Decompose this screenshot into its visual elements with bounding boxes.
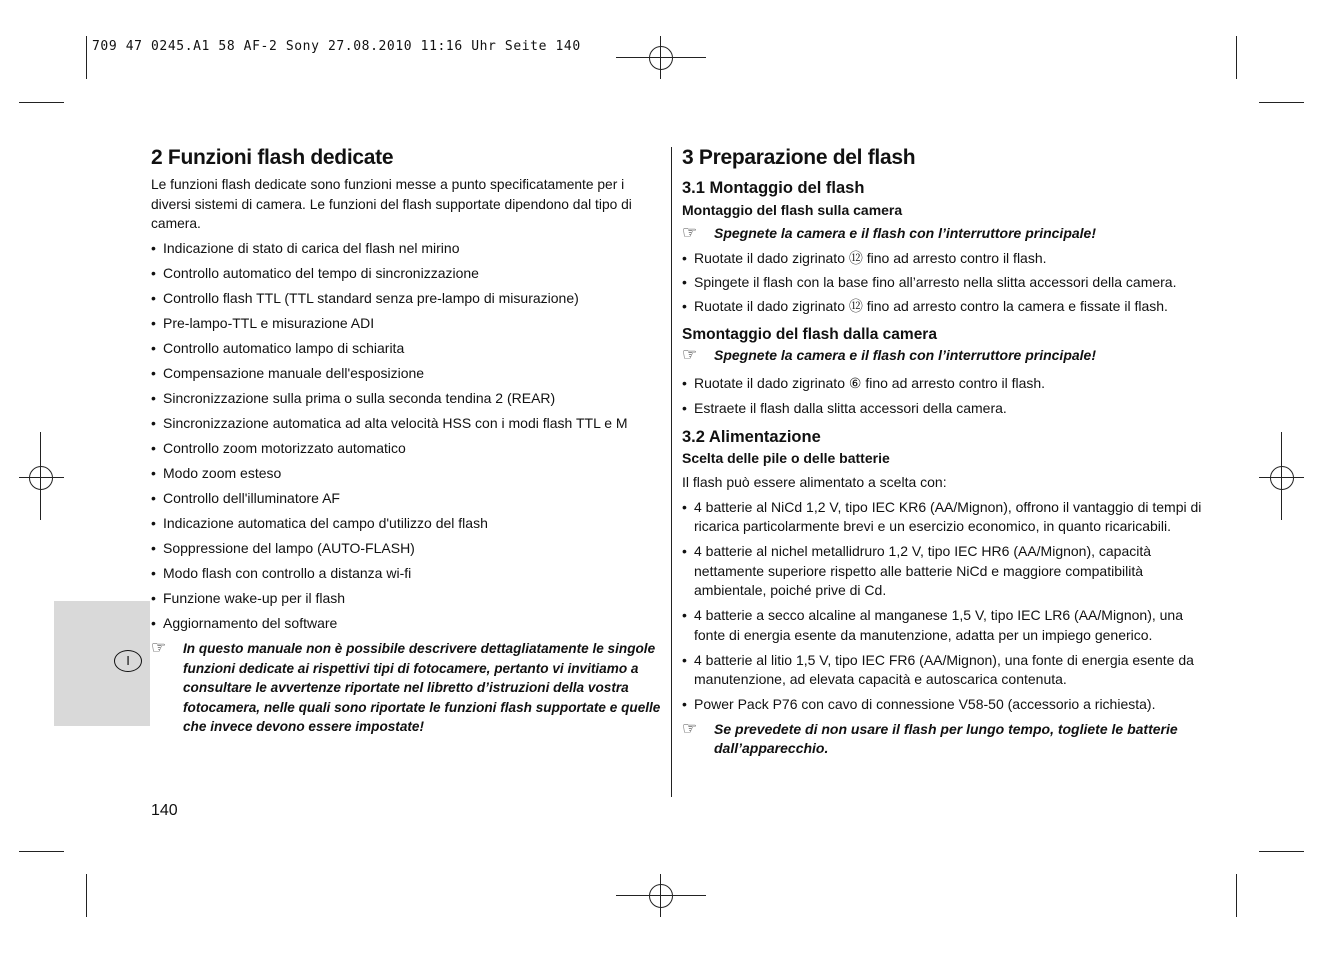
language-badge: I <box>114 650 142 672</box>
list-item: • Pre-lampo-TTL e misurazione ADI <box>151 314 661 334</box>
list-item: • 4 batterie al litio 1,5 V, tipo IEC FR6 (AA/Mignon), una fonte di energia esente da manutenzione, ad elevata capacità e autoscarica contenuta. <box>682 651 1202 690</box>
note-text: In questo manuale non è possibile descrivere dettagliatamente le singole funzioni dedicate ai rispettivi tipi di fotocamere, pertanto vi invitiamo a consultare le avvertenze riportate nel libretto d’istruzioni della vostra fotocamera, nelle quali sono riportate le funzioni flash supportate e quelle che invece devono essere impostate! <box>183 641 661 734</box>
list-item: • Indicazione di stato di carica del flash nel mirino <box>151 239 661 259</box>
column-divider <box>671 147 672 797</box>
list-item: • Ruotate il dado zigrinato ⑥ fino ad arresto contro il flash. <box>682 374 1202 394</box>
subsection-title: 3.2 Alimentazione <box>682 428 821 446</box>
subheading: Montaggio del flash sulla camera <box>682 202 903 218</box>
mount-steps-list <box>682 249 1202 317</box>
note-text: Spegnete la camera e il flash con l’interruttore principale! <box>714 225 1096 241</box>
crop-mark <box>1236 874 1237 917</box>
intro-paragraph: Le funzioni flash dedicate sono funzioni messe a punto specificatamente per i diversi sistemi di camera. Le funzioni del flash supportate dipendono dal tipo di camera. <box>151 177 632 231</box>
right-column <box>682 145 1202 759</box>
pointing-hand-icon: ☞ <box>151 638 167 657</box>
dismount-steps-list <box>682 374 1202 419</box>
list-item: • Sincronizzazione sulla prima o sulla seconda tendina 2 (REAR) <box>151 389 661 409</box>
note-text: Se prevedete di non usare il flash per lungo tempo, togliete le batterie dall’apparecchio. <box>714 720 1178 756</box>
list-item: • Sincronizzazione automatica ad alta velocità HSS con i modi flash TTL e M <box>151 414 661 434</box>
section-title: 2 Funzioni flash dedicate <box>151 146 394 169</box>
crop-mark <box>86 36 87 79</box>
section-title: 3 Preparazione del flash <box>682 146 916 169</box>
left-column <box>151 145 661 737</box>
list-item: • 4 batterie al nichel metallidruro 1,2 V, tipo IEC HR6 (AA/Mignon), capacità nettamente superiore rispetto alle batterie NiCd e maggiore compatibilità ambientale, poiché prive di Cd. <box>682 542 1202 601</box>
note <box>682 346 1202 366</box>
note <box>151 639 661 737</box>
subsection-title: 3.1 Montaggio del flash <box>682 179 865 197</box>
list-item: • Modo flash con controllo a distanza wi-fi <box>151 564 661 584</box>
list-item: • Modo zoom esteso <box>151 464 661 484</box>
list-item: • Aggiornamento del software <box>151 614 661 634</box>
subheading: Smontaggio del flash dalla camera <box>682 326 937 343</box>
power-options-list <box>682 498 1202 715</box>
list-item: • Controllo automatico del tempo di sincronizzazione <box>151 264 661 284</box>
note <box>682 224 1202 244</box>
power-intro: Il flash può essere alimentato a scelta con: <box>682 474 947 490</box>
crop-mark <box>1259 851 1304 852</box>
list-item: • Power Pack P76 con cavo di connessione V58-50 (accessorio a richiesta). <box>682 695 1202 715</box>
pointing-hand-icon: ☞ <box>682 345 698 364</box>
page-number: 140 <box>151 802 178 819</box>
list-item: • Indicazione automatica del campo d'utilizzo del flash <box>151 514 661 534</box>
note-text: Spegnete la camera e il flash con l’interruttore principale! <box>714 347 1096 363</box>
list-item: • Spingete il flash con la base fino all’arresto nella slitta accessori della camera. <box>682 273 1202 293</box>
list-item: • 4 batterie a secco alcaline al manganese 1,5 V, tipo IEC LR6 (AA/Mignon), una fonte di energia esente da manutenzione, adatta per un impiego generico. <box>682 606 1202 645</box>
list-item: • Soppressione del lampo (AUTO-FLASH) <box>151 539 661 559</box>
list-item: • Controllo zoom motorizzato automatico <box>151 439 661 459</box>
pointing-hand-icon: ☞ <box>682 223 698 242</box>
crop-mark <box>19 851 64 852</box>
list-item: • Estraete il flash dalla slitta accessori della camera. <box>682 399 1202 419</box>
subheading: Scelta delle pile o delle batterie <box>682 450 890 466</box>
list-item: • Controllo automatico lampo di schiarita <box>151 339 661 359</box>
list-item: • Compensazione manuale dell'esposizione <box>151 364 661 384</box>
crop-mark <box>86 874 87 917</box>
print-slug: 709 47 0245.A1 58 AF-2 Sony 27.08.2010 11:16 Uhr Seite 140 <box>92 39 581 54</box>
list-item: • Controllo dell'illuminatore AF <box>151 489 661 509</box>
list-item: • Ruotate il dado zigrinato ⑫ fino ad arresto contro il flash. <box>682 249 1202 269</box>
list-item: • 4 batterie al NiCd 1,2 V, tipo IEC KR6 (AA/Mignon), offrono il vantaggio di tempi di ricarica particolarmente brevi e un esercizio economico, in quanto ricaricabili. <box>682 498 1202 537</box>
pointing-hand-icon: ☞ <box>682 718 698 738</box>
note <box>682 720 1202 759</box>
crop-mark <box>1259 102 1304 103</box>
list-item: • Funzione wake-up per il flash <box>151 589 661 609</box>
crop-mark <box>19 102 64 103</box>
crop-mark <box>1236 36 1237 79</box>
feature-list <box>151 239 661 634</box>
list-item: • Controllo flash TTL (TTL standard senza pre-lampo di misurazione) <box>151 289 661 309</box>
list-item: • Ruotate il dado zigrinato ⑫ fino ad arresto contro la camera e fissate il flash. <box>682 297 1202 317</box>
